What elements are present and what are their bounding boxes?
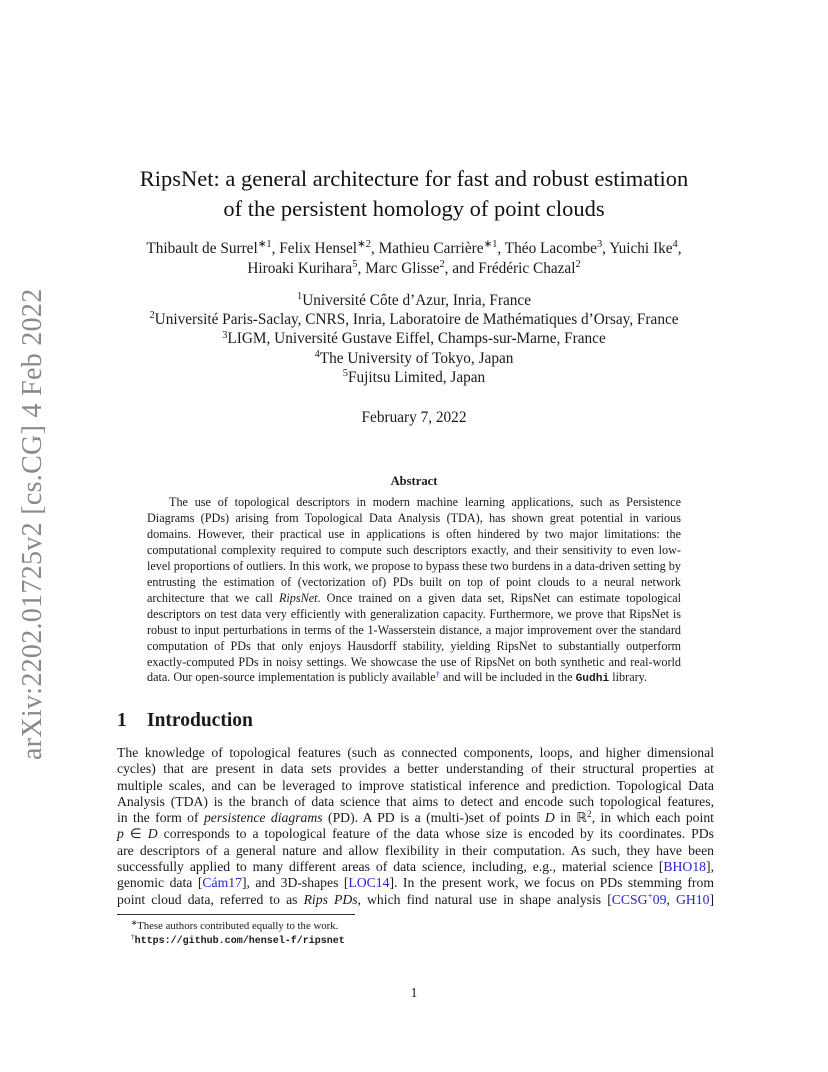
text-line (117, 810, 714, 826)
abstract-text: and will be included in the (439, 670, 576, 685)
arxiv-identifier-stamp: arXiv:2202.01725v2 [cs.CG] 4 Feb 2022 (17, 288, 48, 760)
affiliation-mark: 1 (297, 291, 303, 303)
text-segment: in ℝ (554, 810, 588, 826)
citation-link[interactable]: CCSG (611, 891, 648, 907)
footnote-link-mark[interactable]: † (435, 669, 440, 679)
abstract-text: The use of topological descriptors in modern machine learning applications, such as Persistence Diagrams (PDs) arising from Topological Data Analysis (TDA), has shown great potential in various domains. However, their practical use in applications is often hindered by two major limitations: the computational complexity required to compute such descriptors exactly, and their sensitivity to even low-level proportions of outliers. In this work, we propose to bypass these two burdens in a data-driven setting by entrusting the estimation of (vectorization of) PDs built on top of point clouds to a neural network architecture that we call (147, 495, 681, 605)
author-mark: 2 (575, 259, 581, 271)
author-name: Mathieu Carrière (378, 240, 484, 257)
publication-date: February 7, 2022 (361, 409, 467, 426)
abstract-heading: Abstract (390, 474, 438, 488)
author-mark: 2 (439, 259, 445, 271)
author-name: Thibault de Surrel (146, 240, 258, 257)
text-line (117, 843, 714, 859)
author-line-1: Thibault de Surrel$^{∗1}$, Felix Hensel$^{∗2}$, Mathieu Carrière$^{∗1}$, Théo Lacombe$^3$, Yuichi Ike$^4$, (146, 239, 682, 257)
author-mark: ∗1 (257, 239, 272, 251)
author-mark: ∗2 (357, 239, 371, 251)
affiliation-text: Fujitsu Limited, Japan (347, 368, 486, 386)
text-segment: are descriptors of a general nature and allow flexibility in their computation. As such, they have been (117, 842, 714, 858)
italic-term: D (544, 810, 555, 826)
affiliation-text: The University of Tokyo, Japan (319, 349, 514, 367)
author-name: Hiroaki Kurihara (247, 260, 353, 277)
abstract-text: library. (609, 670, 648, 685)
text-segment: ]. In the present work, we focus on PDs stemming from (389, 875, 714, 891)
affiliation-list (96, 291, 732, 387)
text-segment: ∈ (123, 826, 148, 842)
affiliation (96, 349, 732, 368)
author-line-2: Hiroaki Kurihara$^5$, Marc Glisse$^2$, and Frédéric Chazal$^2$ (247, 259, 581, 277)
author-name: Felix Hensel (279, 240, 358, 257)
text-segment: , (666, 891, 676, 907)
author-mark: 3 (596, 239, 603, 251)
text-line (117, 778, 714, 794)
abstract-italic-term: RipsNet (278, 590, 318, 605)
text-segment: , in which each point (591, 810, 714, 826)
page-number: 1 (410, 985, 418, 1000)
author-mark: 5 (352, 259, 358, 271)
introduction-body (117, 745, 714, 908)
text-segment: , which find natural use in shape analysis [ (357, 891, 612, 907)
citation-link[interactable]: 09 (652, 891, 667, 907)
italic-term: D (147, 826, 158, 842)
affiliation (96, 329, 732, 348)
text-segment: ], (706, 859, 714, 875)
citation-link[interactable]: Cám17 (202, 875, 242, 891)
affiliation-text: Université Côte d’Azur, Inria, France (302, 292, 531, 309)
footnotes (131, 919, 345, 949)
author-mark: 4 (672, 239, 678, 251)
footnote-mark: ∗ (131, 917, 138, 927)
text-line (117, 826, 714, 842)
text-segment: corresponds to a topological feature of the data whose size is encoded by its coordinates. PDs (157, 826, 714, 842)
citation-link[interactable]: GH10 (675, 891, 710, 907)
citation-link[interactable]: LOC14 (348, 875, 390, 891)
footnote-mark: † (131, 931, 135, 941)
text-line (117, 875, 714, 891)
text-segment: cycles) that are present in data sets provides a better understanding of their structural properties at (117, 761, 714, 777)
italic-term: p (117, 826, 124, 842)
text-segment: genomic data [ (117, 875, 203, 891)
affiliation-text: Université Paris-Saclay, CNRS, Inria, Laboratoire de Mathématiques d’Orsay, France (154, 311, 679, 329)
italic-term: persistence diagrams (203, 810, 323, 826)
text-segment: multiple scales, and can be leveraged to improve statistical inference and prediction. Topological Data (117, 777, 714, 793)
text-line (117, 794, 714, 810)
author-mark: ∗1 (483, 239, 498, 251)
text-segment: point cloud data, referred to as (117, 891, 304, 907)
abstract-text: . Once trained on a given data set, RipsNet can estimate topological descriptors on test data very efficiently with generalization capacity. Furthermore, we prove that RipsNet is robust to input perturbations in terms of the 1-Wasserstein distance, a major improvement over the standard computation of PDs that only enjoys Hausdorff stability, yielding RipsNet to substantially outperform exactly-computed PDs in noisy settings. We showcase the use of RipsNet on both synthetic and real-world data. Our open-source implementation is publicly available (147, 590, 681, 685)
text-segment: successfully applied to many different areas of data science, including, e.g., material science [ (117, 859, 664, 875)
affiliation (96, 291, 732, 310)
abstract-body (147, 495, 681, 688)
title-line-1: RipsNet: a general architecture for fast and robust estimation (139, 166, 689, 191)
author-name: Marc Glisse (365, 260, 440, 277)
footnote-text: These authors contributed equally to the work. (137, 920, 339, 932)
author-name: Frédéric Chazal (478, 260, 576, 277)
author-name: Théo Lacombe (504, 240, 597, 257)
citation-link[interactable]: + (647, 891, 653, 902)
text-segment: (PD). A PD is a (multi-)set of points (322, 810, 545, 826)
text-segment: Analysis (TDA) is the branch of data science that aims to detect and encode such topological features, (117, 793, 714, 809)
affiliation-mark: 2 (149, 310, 155, 322)
footnote (131, 919, 345, 933)
section-number: 1 (117, 710, 127, 731)
text-segment: ], and 3D-shapes [ (241, 875, 349, 891)
footnote (131, 933, 345, 949)
author-connector: and (452, 260, 475, 277)
text-segment: The knowledge of topological features (such as connected components, loops, and higher dimensional (117, 745, 714, 760)
italic-term: Rips PDs (303, 891, 358, 907)
section-title: Introduction (147, 710, 253, 731)
superscript: 2 (587, 810, 592, 821)
affiliation-text: LIGM, Université Gustave Eiffel, Champs-sur-Marne, France (227, 330, 606, 348)
author-name: Yuichi Ike (609, 240, 673, 257)
footnote-rule (117, 914, 355, 915)
text-segment: ] (709, 891, 715, 907)
citation-link[interactable]: BHO18 (663, 859, 707, 875)
text-segment: in the form of (117, 810, 204, 826)
author-list (96, 239, 732, 279)
text-line (117, 761, 714, 777)
affiliation-mark: 4 (314, 348, 320, 360)
affiliation (96, 310, 732, 329)
text-line (117, 745, 714, 761)
affiliation (96, 368, 732, 387)
affiliation-mark: 5 (342, 368, 348, 380)
library-name: Gudhi (575, 673, 610, 686)
text-line (117, 859, 714, 875)
title-line-2: of the persistent homology of point clouds (223, 196, 605, 221)
affiliation-mark: 3 (222, 329, 228, 341)
section-heading (117, 710, 253, 732)
paper-title (96, 164, 732, 224)
text-line (117, 892, 714, 908)
footnote-url[interactable]: https://github.com/hensel-f/ripsnet (134, 936, 345, 947)
